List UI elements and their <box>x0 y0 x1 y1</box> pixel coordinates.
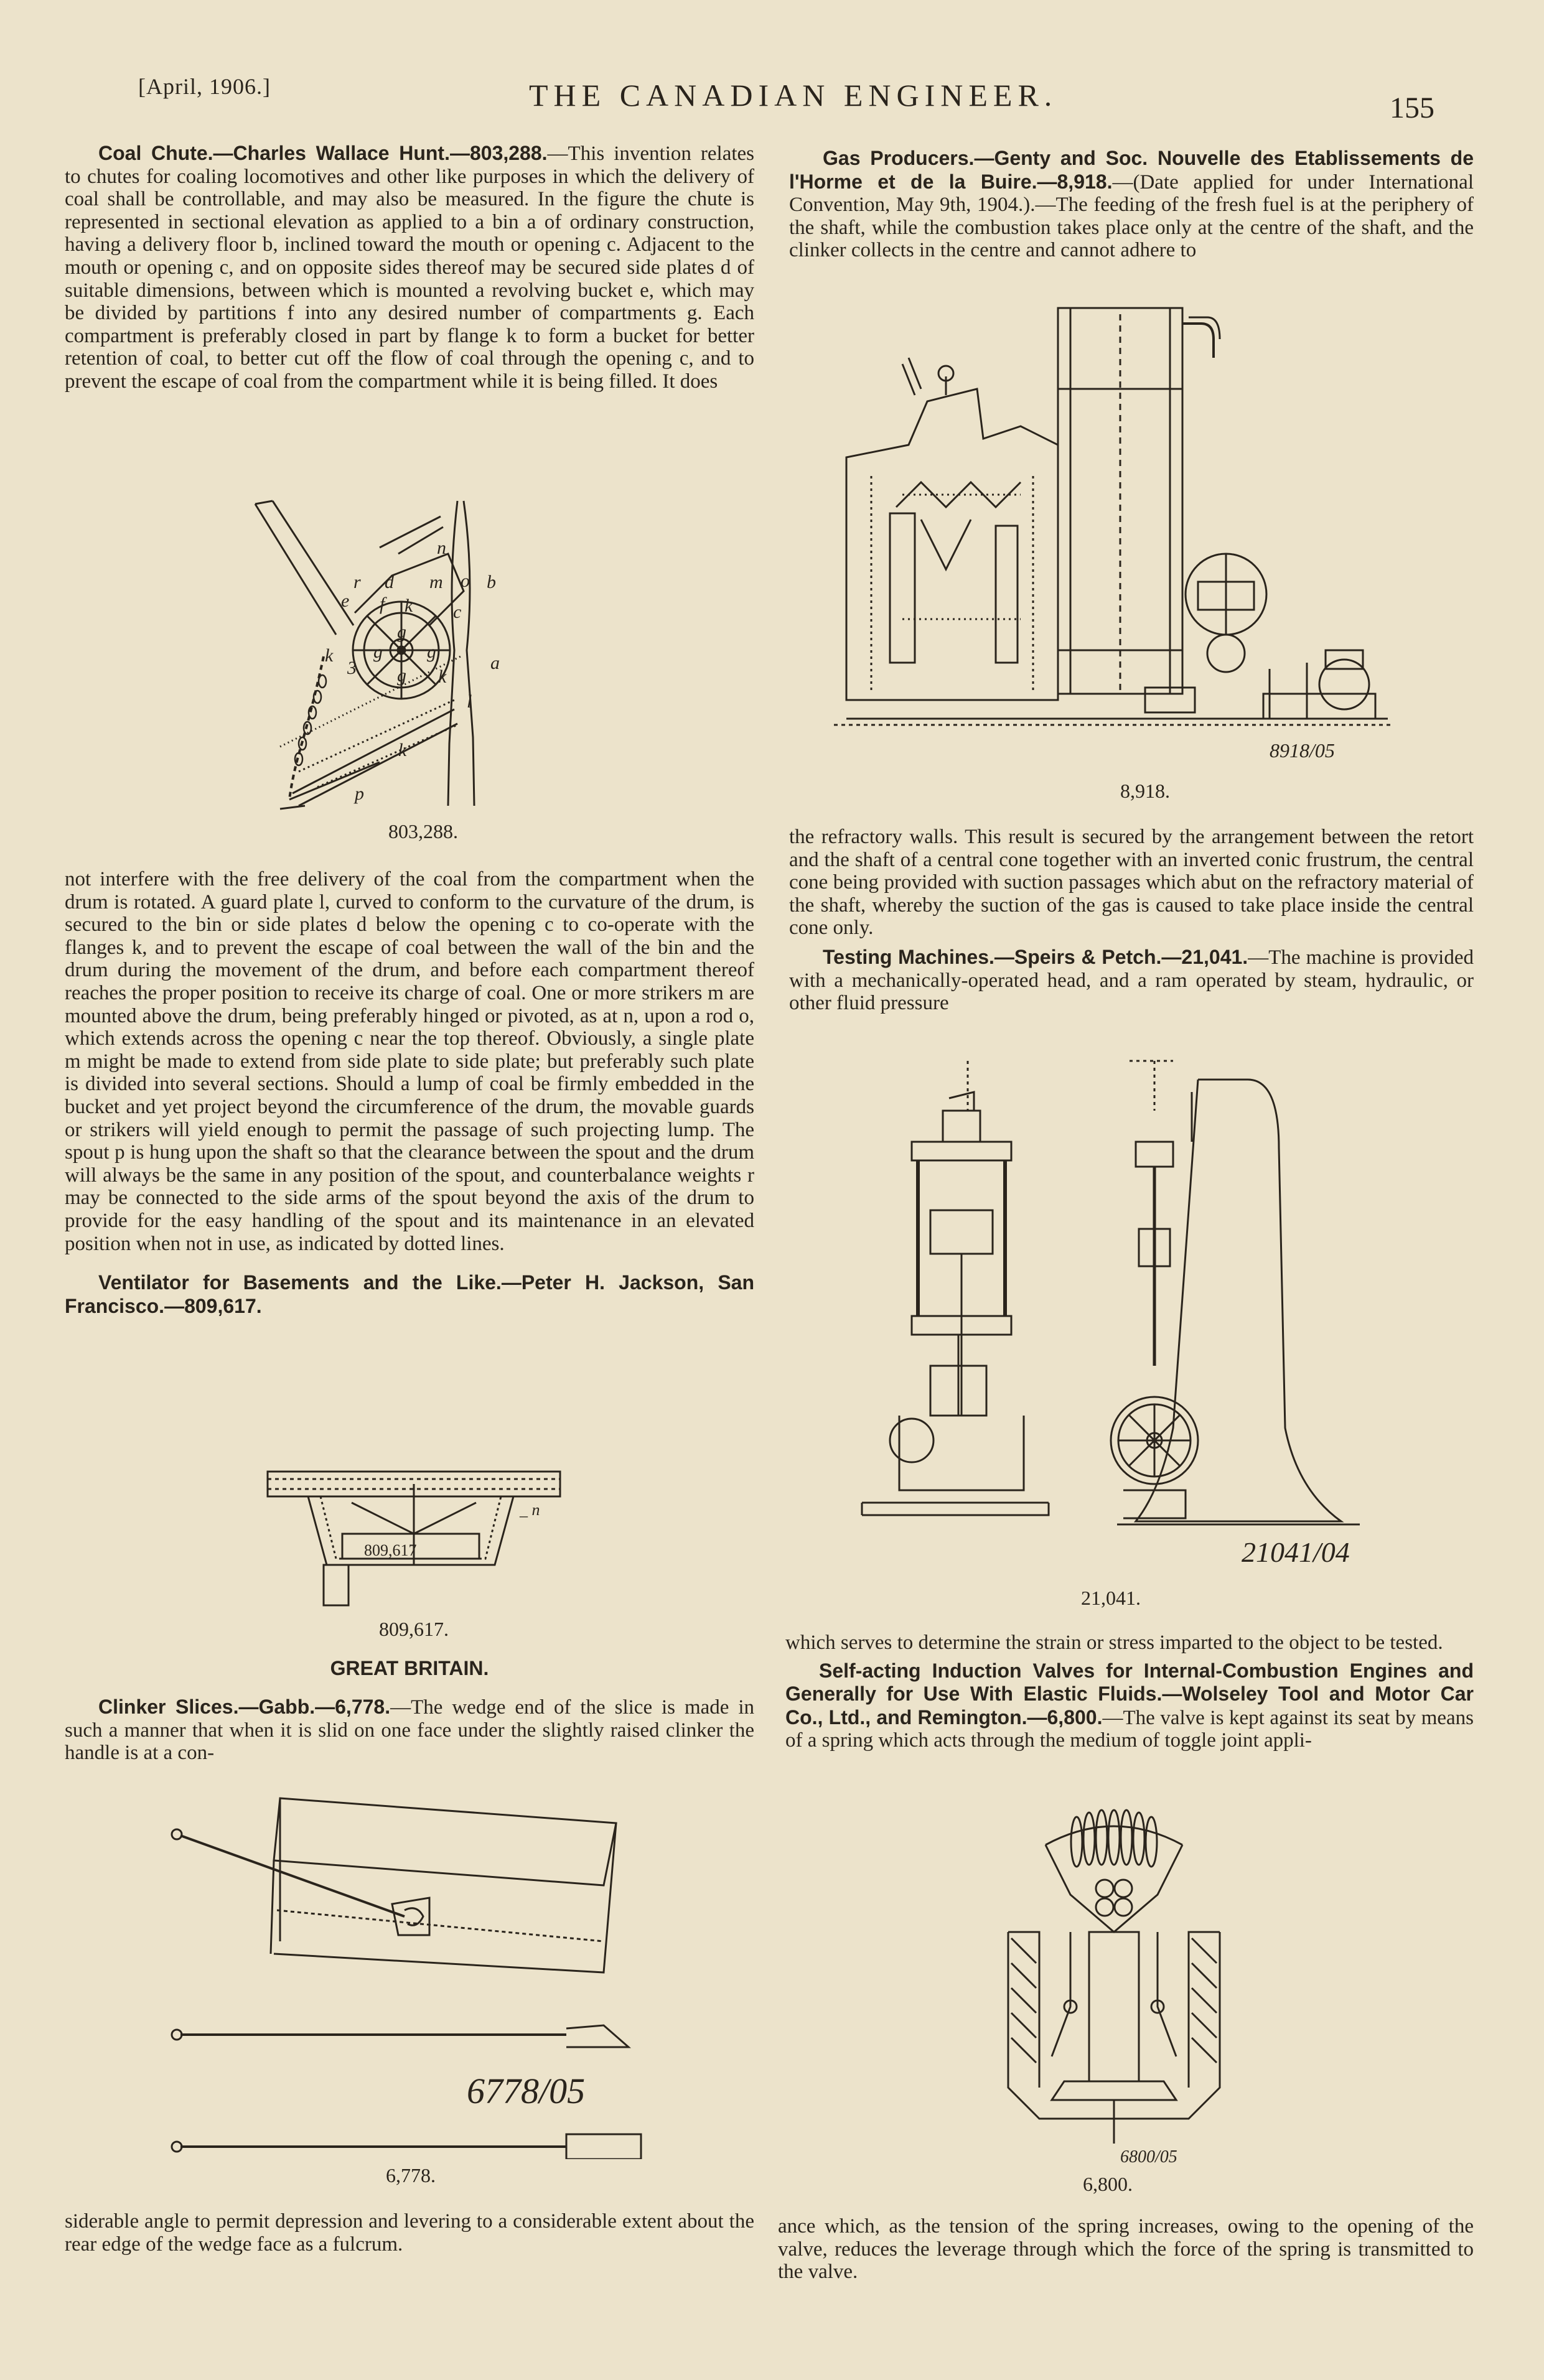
testing-machine-figure <box>849 1055 1366 1584</box>
svg-text:3: 3 <box>347 658 357 678</box>
clinker-article <box>65 1696 754 1770</box>
gas-figure-number: 8918/05 <box>1270 739 1335 762</box>
clinker-caption: 6,778. <box>386 2164 436 2186</box>
svg-text:p: p <box>355 783 364 804</box>
ventilator-heading: Ventilator for Basements and the Like.—Peter H. Jackson, San Francisco.—809,617. <box>65 1271 754 1317</box>
coal-chute-heading: Coal Chute.—Charles Wallace Hunt.—803,288. <box>98 142 548 164</box>
journal-title: THE CANADIAN ENGINEER. <box>529 78 1058 113</box>
clinker-figure-number: 6778/05 <box>467 2071 586 2111</box>
svg-text:n: n <box>437 538 446 558</box>
svg-text:l: l <box>467 691 472 712</box>
coal-chute-figure <box>243 495 604 815</box>
svg-text:f: f <box>380 594 385 614</box>
induction-valves-text: —The valve is kept against its seat by means of a spring which acts through the medium of toggle joint appli- <box>785 1706 1474 1752</box>
ventilator-caption: 809,617. <box>379 1618 449 1640</box>
ventilator-figure <box>264 1465 563 1615</box>
clinker-heading: Clinker Slices.—Gabb.—6,778. <box>98 1696 391 1718</box>
svg-text:k: k <box>405 595 413 616</box>
coal-chute-article <box>65 142 754 398</box>
gas-producers-text: —(Date applied for under International Convention, May 9th, 1904.).—The feeding of the fresh fuel is at the periphery of the shaft, while the combustion takes place only at the centre of the shaft, and the clinker collects in the centre and cannot adhere to <box>789 170 1474 262</box>
svg-text:g: g <box>397 665 406 686</box>
coal-chute-text: —This invention relates to chutes for coaling locomotives and other like purposes in which the delivery of coal shall be controllable, and may also be measured. In the figure the chute is represented in sectional elevation as applied to a bin a of ordinary construction, having a delivery floor b, inclined toward the mouth or opening c. Adjacent to the mouth or opening c, and on opposite sides thereof may be secured side plates d of suitable dimensions, between which is mounted a revolving bucket e, which may be divided by partitions f into any desired number of compartments g. Each compartment is preferably closed in part by flange k to form a bucket for better retention of coal, to better cut off the flow of coal through the opening c, and to prevent the escape of coal from the compartment while it is being filled. It does <box>65 142 755 393</box>
svg-text:r: r <box>353 572 361 592</box>
svg-text:_ n: _ n <box>520 1501 540 1519</box>
gas-producer-figure <box>834 289 1394 775</box>
svg-text:d: d <box>385 572 394 592</box>
svg-text:c: c <box>453 602 462 622</box>
svg-text:m: m <box>429 572 443 592</box>
testing-machines-article-cont <box>785 1631 1474 1757</box>
induction-valve-caption: 6,800. <box>1083 2173 1133 2195</box>
induction-valves-text-cont: ance which, as the tension of the spring increases, owing to the opening of the valve, reduces the leverage through which the force of the spring is transmitted to the valve. <box>778 2215 1474 2284</box>
svg-text:g: g <box>373 642 383 662</box>
valve-figure-number: 6800/05 <box>1120 2147 1177 2167</box>
svg-text:k: k <box>325 645 334 666</box>
issue-date: [April, 1906.] <box>138 74 271 99</box>
induction-valves-heading: Self-acting Induction Valves for Internal-Combustion Engines and Generally for Use With Elastic Fluids.—Wolseley Tool and Motor Car Co., Ltd., and Remington.—6,800. <box>785 1659 1474 1729</box>
testing-machines-text-cont: which serves to determine the strain or stress imparted to the object to be tested. <box>785 1631 1443 1654</box>
gas-producers-text-cont: the refractory walls. This result is secured by the arrangement between the retort and the shaft of a central cone together with an inverted conic frustrum, the central cone being provided with suction passages which abut on the refractory material of the shaft, whereby the suction of the gas is caused to take place inside the central cone only. <box>789 826 1474 940</box>
svg-text:e: e <box>341 590 350 611</box>
gas-producers-article-cont <box>789 826 1474 1020</box>
gas-producer-caption: 8,918. <box>1120 780 1170 802</box>
gas-producers-heading: Gas Producers.—Genty and Soc. Nouvelle des Etablissements de l'Horme et de la Buire.—8,918. <box>789 147 1474 193</box>
clinker-text: —The wedge end of the slice is made in such a manner that when it is slid on one face under the slightly raised clinker the handle is at a con- <box>65 1696 755 1765</box>
testing-machines-heading: Testing Machines.—Speirs & Petch.—21,041. <box>823 945 1248 968</box>
induction-valves-article-cont <box>778 2215 1474 2289</box>
testing-machines-text: —The machine is provided with a mechanically-operated head, and a ram operated by steam, hydraulic, or other fluid pressure <box>789 946 1474 1015</box>
svg-text:k: k <box>398 740 407 760</box>
testing-figure-number: 21041/04 <box>1242 1536 1350 1568</box>
svg-text:b: b <box>487 572 496 592</box>
svg-text:g: g <box>397 622 406 642</box>
coal-chute-article-cont <box>65 868 754 1323</box>
induction-valve-figure <box>996 1808 1232 2168</box>
gas-producers-article <box>789 147 1474 267</box>
page-number: 155 <box>1390 91 1434 124</box>
clinker-slice-figure <box>168 1786 653 2159</box>
coal-chute-caption: 803,288. <box>388 820 458 842</box>
great-britain-heading: GREAT BRITAIN. <box>330 1657 489 1679</box>
testing-machine-caption: 21,041. <box>1081 1587 1141 1609</box>
svg-text:k: k <box>438 666 447 687</box>
coal-chute-text-cont: not interfere with the free delivery of the coal from the compartment when the drum is rotated. A guard plate l, curved to conform to the curvature of the drum, is secured to the bin or side plates d below the opening c to co-operate with the flanges k, and to prevent the escape of coal between the wall of the bin and the drum during the movement of the drum, and before each compartment thereof reaches the proper position to receive its charge of coal. One or more strikers m are mounted above the drum, being preferably hinged or pivoted, as at n, upon a rod o, which extends across the opening c near the top thereof. Obviously, a single plate m might be made to extend from side plate to side plate; but preferably such plate is divided into several sections. Should a lump of coal be firmly embedded in the bucket and yet project beyond the circumference of the drum, the movable guards or strikers will yield enough to permit the passage of such projecting lump. The spout p is hung upon the shaft so that the clearance between the spout and the drum will always be the same in any position of the spout, and counterbalance weights r may be connected to the side arms of the spout beyond the axis of the drum to provide for the easy handling of the spout and its maintenance in an elevated position when not in use, as indicated by dotted lines. <box>65 868 754 1255</box>
clinker-text-cont: siderable angle to permit depression and levering to a considerable extent about the rear edge of the wedge face as a fulcrum. <box>65 2210 754 2256</box>
svg-text:o: o <box>461 571 470 591</box>
ventilator-figure-label: 809,617 <box>364 1541 417 1559</box>
clinker-article-cont <box>65 2210 754 2261</box>
svg-text:a: a <box>490 653 500 673</box>
svg-text:g: g <box>427 642 436 662</box>
